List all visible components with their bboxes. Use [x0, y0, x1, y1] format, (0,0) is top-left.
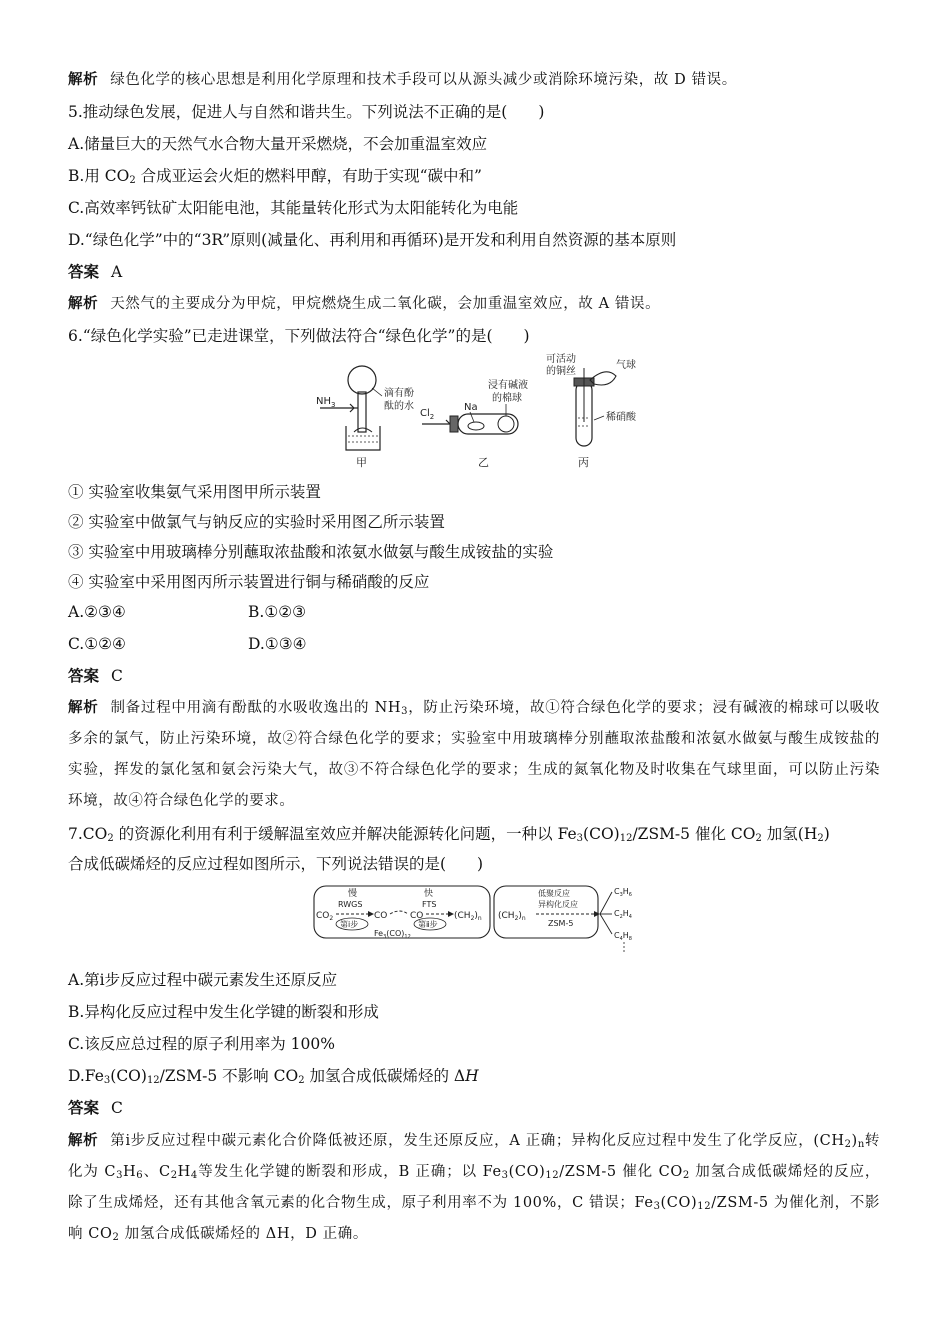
svg-text:(CH2)n: $(CH_2)_n$: [454, 911, 482, 922]
q7-stem-line2: 合成低碳烯烃的反应过程如图所示，下列说法错误的是( ): [68, 855, 484, 873]
svg-text:的棉球: 的棉球: [492, 393, 522, 404]
svg-text:稀硝酸: 稀硝酸: [606, 412, 636, 423]
q7-stem-line1: $7.CO_2$ 的资源化利用有利于缓解温室效应并解决能源转化问题，一种以 $Fe_3(CO)_{12}/ZSM-5$ 催化 $CO_2$ 加氢$(H_2)$: [68, 825, 830, 844]
svg-text:NH3: $NH_3$: [316, 396, 336, 409]
q5-stem: 5.推动绿色发展，促进人与自然和谐共生。下列说法不正确的是( ): [68, 103, 545, 121]
svg-text:CO2: $CO_2$: [316, 911, 334, 922]
svg-text:可活动: 可活动: [546, 354, 576, 365]
q7-option-a: A.第ⅰ步反应过程中碳元素发生还原反应: [68, 971, 338, 989]
svg-text:丙: 丙: [578, 456, 589, 469]
svg-text:低聚反应: 低聚反应: [538, 889, 570, 898]
svg-text:Na: Na: [464, 402, 478, 413]
svg-text:CO: CO: [374, 911, 388, 921]
svg-text:异构化反应: 异构化反应: [538, 900, 578, 909]
q5-option-c: C.高效率钙钛矿太阳能电池，其能量转化形式为太阳能转化为电能: [68, 199, 519, 217]
svg-text:的铜丝: 的铜丝: [546, 366, 576, 377]
q5-answer: 答案 A: [68, 262, 123, 281]
svg-text:滴有酚: 滴有酚: [384, 388, 414, 399]
svg-text:第ⅰ步: 第ⅰ步: [340, 920, 359, 929]
svg-text:RWGS: RWGS: [338, 900, 363, 909]
q6-options-cd: C.①②④ D.①③④: [68, 635, 307, 653]
apparatus-yi: [420, 378, 528, 469]
q6-statement-3: ③ 实验室中用玻璃棒分别蘸取浓盐酸和浓氨水做氨与酸生成铵盐的实验: [68, 543, 554, 561]
q7-option-c: C.该反应总过程的原子利用率为 100%: [68, 1035, 335, 1053]
q5-analysis: 解析 天然气的主要成分为甲烷，甲烷燃烧生成二氧化碳，会加重温室效应，故 A 错误。: [68, 295, 661, 312]
svg-text:酞的水: 酞的水: [384, 401, 414, 412]
svg-text:第ⅱ步: 第ⅱ步: [418, 920, 438, 929]
svg-text:ZSM-5: ZSM-5: [548, 919, 574, 928]
q7-option-d: $D.Fe_3(CO)_{12}/ZSM-5$ 不影响 $CO_2$ 加氢合成低碳烯烃的 ΔH: [68, 1067, 479, 1086]
q6-stem: 6.“绿色化学实验”已走进课堂，下列做法符合“绿色化学”的是( ): [68, 327, 530, 345]
q6-answer: 答案 C: [68, 666, 123, 685]
q7-answer: 答案 C: [68, 1098, 123, 1117]
q6-statement-1: ① 实验室收集氨气采用图甲所示装置: [68, 483, 321, 501]
q6-statement-2: ② 实验室中做氯气与钠反应的实验时采用图乙所示装置: [68, 513, 445, 531]
q5-option-b: B.用 $CO_2$ 合成亚运会火炬的燃料甲醇，有助于实现“碳中和”: [68, 167, 482, 186]
apparatus-bing: [546, 352, 637, 469]
q4-analysis: 解析 绿色化学的核心思想是利用化学原理和技术手段可以从源头减少或消除环境污染，故 D 错误。: [68, 71, 737, 88]
svg-text:甲: 甲: [356, 456, 367, 469]
svg-text:乙: 乙: [478, 456, 489, 469]
svg-text:FTS: FTS: [422, 900, 437, 909]
q7-option-b: B.异构化反应过程中发生化学键的断裂和形成: [68, 1003, 379, 1021]
svg-text:Fe3(CO)12: $Fe_3(CO)_{12}$: [374, 929, 411, 940]
svg-text:Cl2: $Cl_2$: [420, 408, 435, 421]
q5-option-d: D.“绿色化学”中的“3R”原则(减量化、再利用和再循环)是开发和利用自然资源的基本原则: [68, 231, 677, 249]
svg-text:(CH2)n: $(CH_2)_n$: [498, 911, 526, 922]
svg-text:气球: 气球: [616, 360, 636, 371]
svg-text:C4H8: $C_4H_8$: [614, 931, 632, 942]
svg-text:慢: 慢: [348, 889, 358, 899]
q6-analysis: 解析 制备过程中用滴有酚酞的水吸收逸出的 $NH_3$，防止污染环境，故①符合绿色化学的要求；浸有碱液的棉球可以吸收多余的氯气，防止污染环境，故②符合绿色化学的要求；实验室中用玻璃棒分别蘸取浓盐酸和浓氨水做氨与酸生成铵盐的实验，挥发的氯化氢和氨会污染大气，故③不符合绿色化学的要求；生成的氮氧化物及时收集在气球里面，可以防止污染环境，故④符合绿色化学的要求。: [68, 699, 880, 809]
svg-text:快: 快: [424, 889, 434, 899]
q7-reaction-figure: [312, 880, 642, 954]
q6-options-ab: A.②③④ B.①②③: [68, 603, 307, 621]
svg-text:浸有碱液: 浸有碱液: [488, 380, 528, 391]
svg-text:C3H6: $C_3H_6$: [614, 887, 632, 898]
q6-apparatus-figure: [310, 352, 650, 472]
svg-text:CO: CO: [410, 911, 424, 921]
q6-statement-4: ④ 实验室中采用图丙所示装置进行铜与稀硝酸的反应: [68, 573, 430, 591]
q5-option-a: A.储量巨大的天然气水合物大量开采燃烧，不会加重温室效应: [68, 135, 488, 153]
apparatus-jia: [316, 366, 414, 469]
svg-text:C2H4: $C_2H_4$: [614, 909, 632, 920]
q7-analysis: 解析 第ⅰ步反应过程中碳元素化合价降低被还原，发生还原反应，A 正确；异构化反应过程中发生了化学反应，$(CH_2)_n$转化为 $C_3H_6$、$C_2H_4$等发生化学键的断裂和形成，B 正确；以 $Fe_3(CO)_{12}/ZSM-5$ 催化 $CO_2$ 加氢合成低碳烯烃的反应，除了生成烯烃，还有其他含氧元素的化合物生成，原子利用率不为 100%，C 错误；$Fe_3(CO)_{12}/ZSM-5$ 为催化剂，不影响 $CO_2$ 加氢合成低碳烯烃的 ΔH，D 正确。: [68, 1132, 881, 1243]
